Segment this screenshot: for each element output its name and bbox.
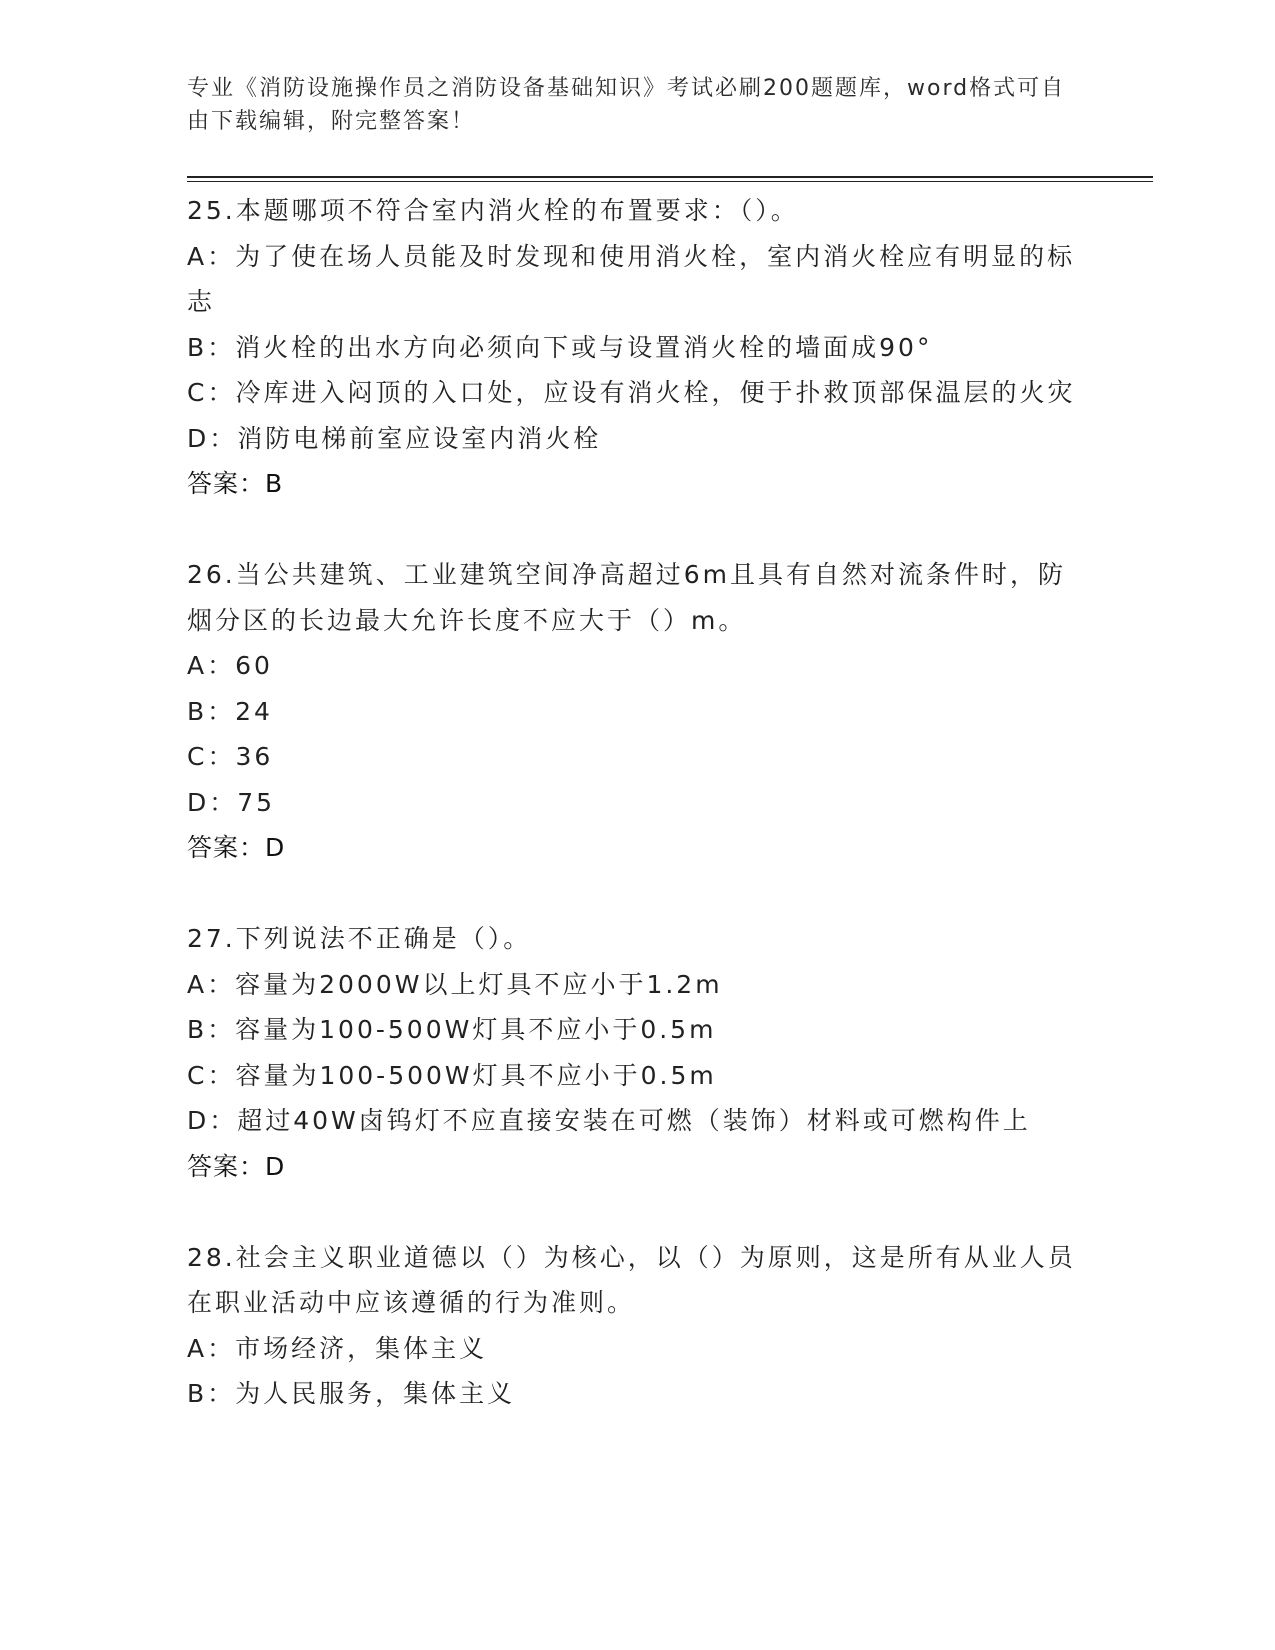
question-stem: 25.本题哪项不符合室内消火栓的布置要求：（）。 <box>187 196 799 225</box>
option-d: D：超过40W卤钨灯不应直接安装在可燃（装饰）材料或可燃构件上 <box>187 1106 1031 1135</box>
option-c: C：容量为100-500W灯具不应小于0.5m <box>187 1060 717 1090</box>
question-stem: 28.社会主义职业道德以（）为核心，以（）为原则，这是所有从业人员在职业活动中应该遵循的行为准则。 <box>187 1242 1076 1317</box>
question-27 <box>187 916 1087 1189</box>
question-stem: 27.下列说法不正确是（）。 <box>187 924 532 953</box>
header-divider-thin <box>187 181 1153 182</box>
option-d: D：75 <box>187 787 276 817</box>
question-25 <box>187 188 1087 507</box>
header-divider-thick <box>187 176 1153 178</box>
question-spacer <box>187 871 1087 917</box>
document-header <box>187 72 1087 138</box>
answer-label: 答案：B <box>187 469 284 498</box>
option-a: A：容量为2000W以上灯具不应小于1.2m <box>187 969 723 999</box>
question-list <box>187 188 1087 1417</box>
question-spacer <box>187 1189 1087 1235</box>
option-b: B：消火栓的出水方向必须向下或与设置消火栓的墙面成90° <box>187 332 933 362</box>
option-a: A：60 <box>187 651 273 680</box>
question-26 <box>187 552 1087 871</box>
document-title: 专业《消防设施操作员之消防设备基础知识》考试必刷200题题库，word格式可自由下载编辑，附完整答案！ <box>187 76 1066 134</box>
option-d: D：消防电梯前室应设室内消火栓 <box>187 423 602 453</box>
option-b: B：容量为100-500W灯具不应小于0.5m <box>187 1015 717 1044</box>
option-c: C：冷库进入闷顶的入口处，应设有消火栓，便于扑救顶部保温层的火灾 <box>187 378 1076 407</box>
option-a: A：市场经济，集体主义 <box>187 1333 488 1363</box>
option-a: A：为了使在场人员能及时发现和使用消火栓，室内消火栓应有明显的标志 <box>187 241 1076 316</box>
option-b: B：为人民服务，集体主义 <box>187 1379 516 1408</box>
question-stem: 26.当公共建筑、工业建筑空间净高超过6m且具有自然对流条件时，防烟分区的长边最大允许长度不应大于（）m。 <box>187 560 1067 635</box>
question-spacer <box>187 507 1087 553</box>
answer-label: 答案：D <box>187 1151 286 1181</box>
answer-label: 答案：D <box>187 833 286 862</box>
question-28 <box>187 1235 1087 1417</box>
option-c: C：36 <box>187 742 274 771</box>
option-b: B：24 <box>187 696 273 726</box>
